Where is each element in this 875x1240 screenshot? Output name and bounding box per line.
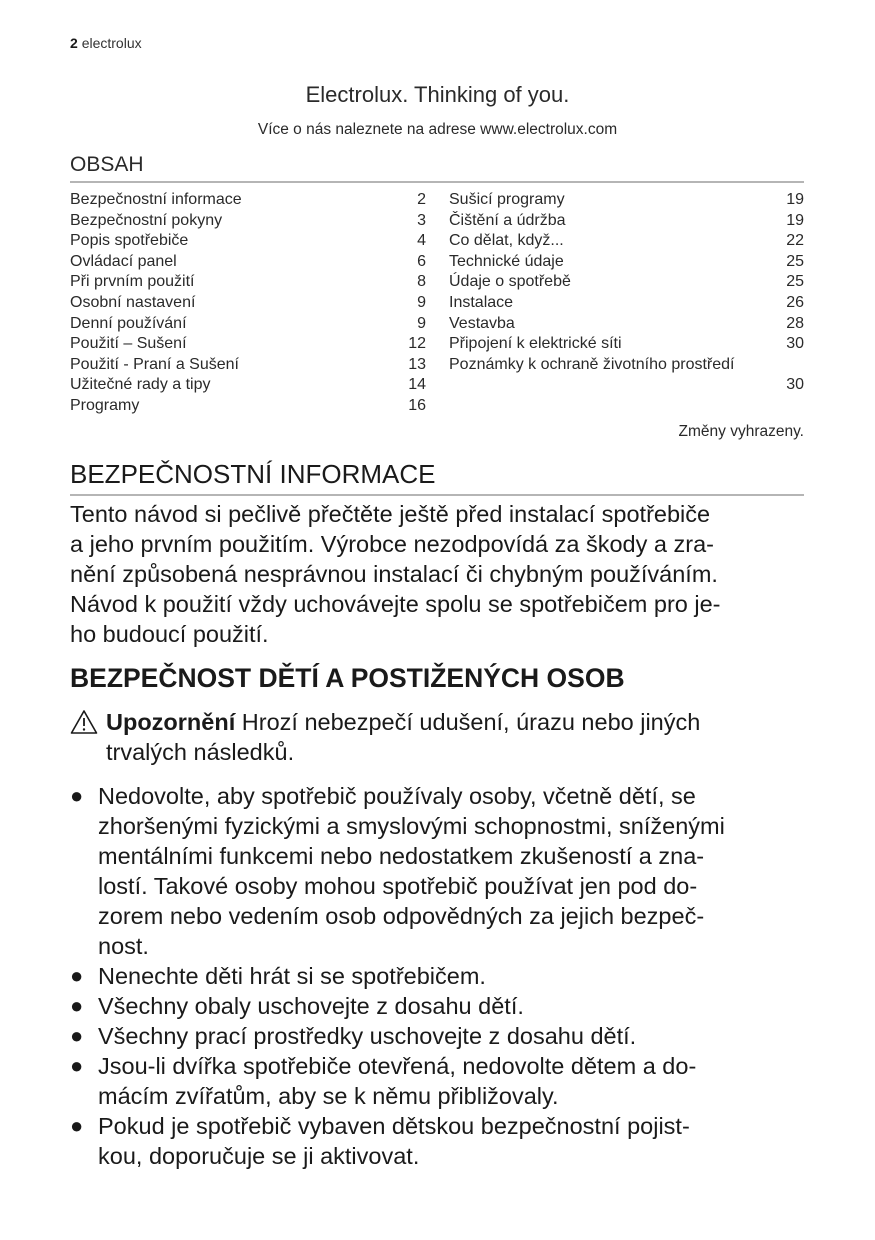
toc-entry-page: 9 <box>417 314 426 332</box>
toc-entry-page: 19 <box>786 191 804 208</box>
page-number: 2 <box>70 35 78 51</box>
toc-entry-page: 25 <box>786 273 804 291</box>
bullet-line: Pokud je spotřebič vybaven dětskou bezpečnostní pojist- <box>98 1113 690 1139</box>
toc-entry[interactable] <box>449 293 804 314</box>
bullet-icon: ● <box>70 1053 84 1078</box>
toc-entry[interactable] <box>70 375 426 396</box>
toc-entry-title: Při prvním použití <box>70 273 195 291</box>
bullet-icon: ● <box>70 783 84 808</box>
intro-line: Návod k použití vždy uchovávejte spolu se spotřebičem pro je- <box>70 591 721 617</box>
bullet-line: zhoršenými fyzickými a smyslovými schopnostmi, sníženými <box>98 813 725 839</box>
toc-entry[interactable] <box>449 272 804 293</box>
toc-entry-title: Denní používání <box>70 314 187 332</box>
toc-entry[interactable] <box>449 314 804 335</box>
toc-right-column <box>449 190 804 396</box>
toc-entry[interactable] <box>449 355 804 396</box>
page-header <box>70 35 142 51</box>
toc-entry[interactable] <box>70 252 426 273</box>
bullet-line: lostí. Takové osoby mohou spotřebič používat jen pod do- <box>98 873 698 899</box>
list-item <box>70 991 810 1021</box>
toc-left-column <box>70 190 426 417</box>
toc-entry-title: Popis spotřebiče <box>70 232 189 250</box>
tagline: Electrolux. Thinking of you. <box>305 82 570 107</box>
toc-entry-title: Údaje o spotřebě <box>449 273 571 291</box>
toc-entry-page: 22 <box>786 232 804 250</box>
toc-entry[interactable] <box>449 231 804 252</box>
toc-entry-page: 30 <box>786 376 804 394</box>
bullet-icon: ● <box>70 993 84 1018</box>
warning-line: trvalých následků. <box>106 739 295 765</box>
list-item <box>70 1051 810 1111</box>
section-title: BEZPEČNOSTNÍ INFORMACE <box>70 459 804 496</box>
list-item <box>70 1021 810 1051</box>
toc-entry[interactable] <box>449 190 804 211</box>
toc-entry[interactable] <box>449 252 804 273</box>
warning-text <box>106 707 700 767</box>
toc-entry-title: Programy <box>70 396 140 414</box>
intro-line: nění způsobená nesprávnou instalací či chybným používáním. <box>70 561 718 587</box>
brand-name: electrolux <box>81 35 142 51</box>
bullet-line: Všechny prací prostředky uschovejte z dosahu dětí. <box>98 1023 637 1049</box>
toc-entry-title: Připojení k elektrické síti <box>449 335 622 353</box>
intro-paragraph <box>70 499 810 649</box>
toc-entry-page: 12 <box>408 335 426 353</box>
toc-entry-title: Užitečné rady a tipy <box>70 376 211 394</box>
bullet-icon: ● <box>70 1113 84 1138</box>
bullet-line: kou, doporučuje se ji aktivovat. <box>98 1143 420 1169</box>
bullet-line: Nenechte děti hrát si se spotřebičem. <box>98 963 486 989</box>
warning-triangle-icon <box>70 707 106 767</box>
toc-entry[interactable] <box>449 334 804 355</box>
toc-entry-title: Osobní nastavení <box>70 293 196 311</box>
bullet-line: Jsou-li dvířka spotřebiče otevřená, nedovolte dětem a do- <box>98 1053 697 1079</box>
bullet-line: Nedovolte, aby spotřebič používaly osoby, včetně dětí, se <box>98 783 696 809</box>
toc-entry-title: Instalace <box>449 293 514 311</box>
toc-entry[interactable] <box>70 314 426 335</box>
bullet-line: Všechny obaly uschovejte z dosahu dětí. <box>98 993 524 1019</box>
toc-title: OBSAH <box>70 153 804 183</box>
toc-entry-title: Bezpečnostní informace <box>70 191 242 208</box>
toc-entry[interactable] <box>70 272 426 293</box>
toc-entry[interactable] <box>70 396 426 417</box>
toc-entry-title: Ovládací panel <box>70 252 177 270</box>
changes-reserved-note: Změny vyhrazeny. <box>678 423 804 440</box>
list-item <box>70 961 810 991</box>
toc-entry-page: 6 <box>417 252 426 270</box>
toc-entry-page: 30 <box>786 335 804 353</box>
toc-entry-title: Čištění a údržba <box>449 211 566 229</box>
toc-entry[interactable] <box>449 211 804 232</box>
toc-entry[interactable] <box>70 355 426 376</box>
bullet-icon: ● <box>70 963 84 988</box>
toc-entry[interactable] <box>70 211 426 232</box>
toc-entry-title: Použití - Praní a Sušení <box>70 355 239 373</box>
toc-entry-page: 2 <box>417 191 426 208</box>
toc-entry-title: Co dělat, když... <box>449 232 564 250</box>
bullet-line: nost. <box>98 933 149 959</box>
toc-entry[interactable] <box>70 190 426 211</box>
toc-entry-title: Bezpečnostní pokyny <box>70 211 223 229</box>
bullet-line: mentálními funkcemi nebo nedostatkem zkušeností a zna- <box>98 843 705 869</box>
list-item <box>70 1111 810 1171</box>
toc-entry[interactable] <box>70 231 426 252</box>
intro-line: ho budoucí použití. <box>70 621 269 647</box>
bullet-line: zorem nebo vedením osob odpovědných za jejich bezpeč- <box>98 903 705 929</box>
toc-entry-page: 26 <box>786 293 804 311</box>
warning-line: Hrozí nebezpečí udušení, úrazu nebo jiných <box>235 709 701 735</box>
list-item <box>70 781 810 961</box>
toc-entry-page: 28 <box>786 314 804 332</box>
toc-entry-title: Použití – Sušení <box>70 335 187 353</box>
warning-notice <box>70 707 810 767</box>
toc-entry-page: 3 <box>417 211 426 229</box>
toc-entry-page: 8 <box>417 273 426 291</box>
subsection-title: BEZPEČNOST DĚTÍ A POSTIŽENÝCH OSOB <box>70 663 625 693</box>
more-info-text: Více o nás naleznete na adrese www.electrolux.com <box>257 121 618 138</box>
toc-entry-title: Vestavba <box>449 314 515 332</box>
toc-entry[interactable] <box>70 293 426 314</box>
toc-entry-title: Poznámky k ochraně životního prostředí <box>449 355 735 373</box>
toc-entry-page: 14 <box>408 376 426 394</box>
toc-entry-title: Sušicí programy <box>449 191 565 208</box>
toc-entry-page: 4 <box>417 232 426 250</box>
toc-entry-page: 9 <box>417 293 426 311</box>
warning-label: Upozornění <box>106 709 236 735</box>
intro-line: a jeho prvním použitím. Výrobce nezodpovídá za škody a zra- <box>70 531 714 557</box>
toc-entry-page: 19 <box>786 211 804 229</box>
safety-bullet-list <box>70 781 810 1171</box>
toc-entry[interactable] <box>70 334 426 355</box>
toc-entry-page: 25 <box>786 252 804 270</box>
bullet-icon: ● <box>70 1023 84 1048</box>
toc-entry-page: 13 <box>408 355 426 373</box>
bullet-line: mácím zvířatům, aby se k němu přibližovaly. <box>98 1083 559 1109</box>
toc-entry-page: 16 <box>408 396 426 414</box>
intro-line: Tento návod si pečlivě přečtěte ještě před instalací spotřebiče <box>70 501 711 527</box>
toc-entry-title: Technické údaje <box>449 252 564 270</box>
